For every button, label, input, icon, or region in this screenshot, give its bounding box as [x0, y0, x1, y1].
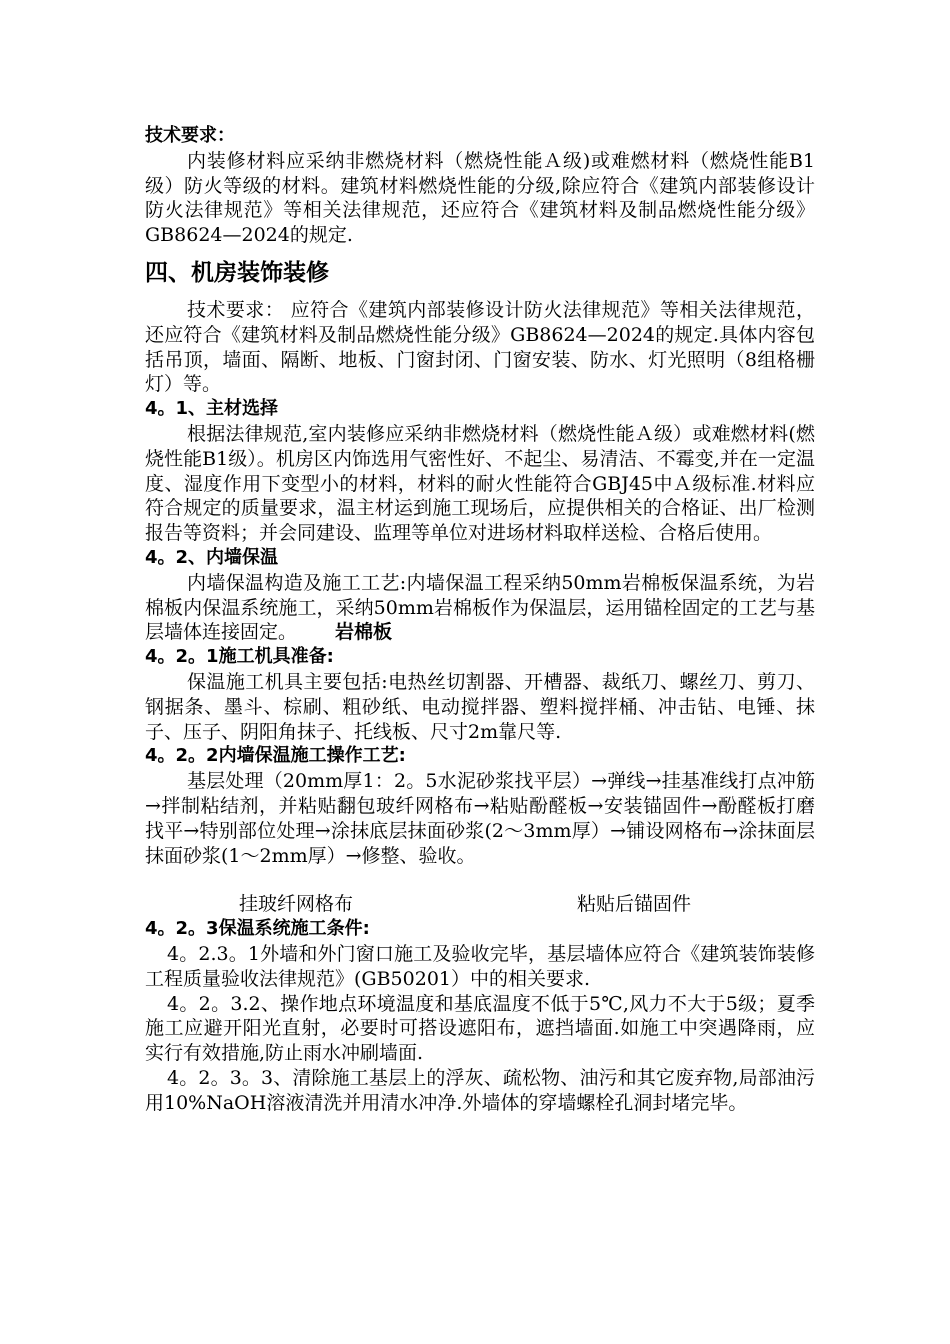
section-4-2-1-heading: 4。2。1施工机具准备: [145, 646, 334, 668]
section-4-2-heading: 4。2、内墙保温 [145, 546, 279, 568]
section-4-2-2-paragraph: 基层处理（20mm厚1：2。5水泥砂浆找平层）→弹线→挂基准线打点冲筋→拌制粘结剂，并粘贴翻包玻纤网格布→粘贴酚醛板→安装锚固件→酚醛板打磨找平→特别部位处理→涂抹底层抹面砂浆(2～3mm厚）→铺设网格布→涂抹面层抹面砂浆(1～2mm厚）→修整、验收。 [145, 770, 815, 867]
tech-req-paragraph: 内装修材料应采纳非燃烧材料（燃烧性能Ａ级)或难燃材料（燃烧性能B1级）防火等级的材料。建筑材料燃烧性能的分级,除应符合《建筑内部装修设计防火法律规范》等相关法律规范，还应符合《建筑材料及制品燃烧性能分级》GB8624—2024的规定. [145, 149, 815, 247]
section-4-title: 四、机房装饰装修 [145, 259, 329, 286]
section-4-2-2-heading: 4。2。2内墙保温施工操作工艺: [145, 745, 406, 767]
section-4-2-3-2-paragraph: 4。2。3.2、操作地点环境温度和基底温度不低于5℃,风力不大于5级；夏季施工应避开阳光直射，必要时可搭设遮阳布，遮挡墙面.如施工中突遇降雨，应实行有效措施,防止雨水冲刷墙面. [145, 992, 815, 1065]
section-4-paragraph: 技术要求： 应符合《建筑内部装修设计防火法律规范》等相关法律规范，还应符合《建筑材料及制品燃烧性能分级》GB8624—2024的规定.具体内容包括吊顶，墙面、隔断、地板、门窗封闭、门窗安装、防水、灯光照明（8组格栅灯）等。 [145, 298, 815, 396]
caption-anchor: 粘贴后锚固件 [577, 893, 692, 916]
section-4-2-3-1-paragraph: 4。2.3。1外墙和外门窗口施工及验收完毕，基层墙体应符合《建筑装饰装修工程质量验收法律规范》(GB50201）中的相关要求. [145, 942, 815, 990]
section-4-2-paragraph [145, 571, 815, 645]
section-4-1-paragraph: 根据法律规范,室内装修应采纳非燃烧材料（燃烧性能Ａ级）或难燃材料(燃烧性能B1级）。机房区内饰选用气密性好、不起尘、易清洁、不霉变,并在一定温度、湿度作用下变型小的材料，材料的耐火性能符合GBJ45中Ａ级标准.材料应符合规定的质量要求，温主材运到施工现场后，应提供相关的合格证、出厂检测报告等资料；并会同建设、监理等单位对进场材料取样送检、合格后使用。 [145, 422, 815, 545]
document-body [145, 124, 815, 1115]
rock-wool-label: 岩棉板 [335, 621, 393, 644]
image-captions [145, 892, 815, 917]
section-4-2-1-paragraph: 保温施工机具主要包括:电热丝切割器、开槽器、裁纸刀、螺丝刀、剪刀、钢据条、墨斗、棕刷、粗砂纸、电动搅拌器、塑料搅拌桶、冲击钻、电锤、抹子、压子、阴阳角抹子、托线板、尺寸2m靠尺等. [145, 670, 815, 743]
section-4-2-text: 内墙保温构造及施工工艺:内墙保温工程采纳50mm岩棉板保温系统，为岩棉板内保温系统施工，采纳50mm岩棉板作为保温层，运用锚栓固定的工艺与基层墙体连接固定。 [145, 571, 815, 644]
section-4-2-3-3-paragraph: 4。2。3。3、清除施工基层上的浮灰、疏松物、油污和其它废弃物,局部油污用10%NaOH溶液清洗并用清水冲净.外墙体的穿墙螺栓孔洞封堵完毕。 [145, 1066, 815, 1114]
section-4-1-heading: 4。1、主材选择 [145, 398, 279, 420]
section-4-2-3-heading: 4。2。3保温系统施工条件: [145, 918, 370, 940]
caption-mesh: 挂玻纤网格布 [239, 893, 354, 916]
tech-req-heading: 技术要求： [145, 125, 235, 146]
